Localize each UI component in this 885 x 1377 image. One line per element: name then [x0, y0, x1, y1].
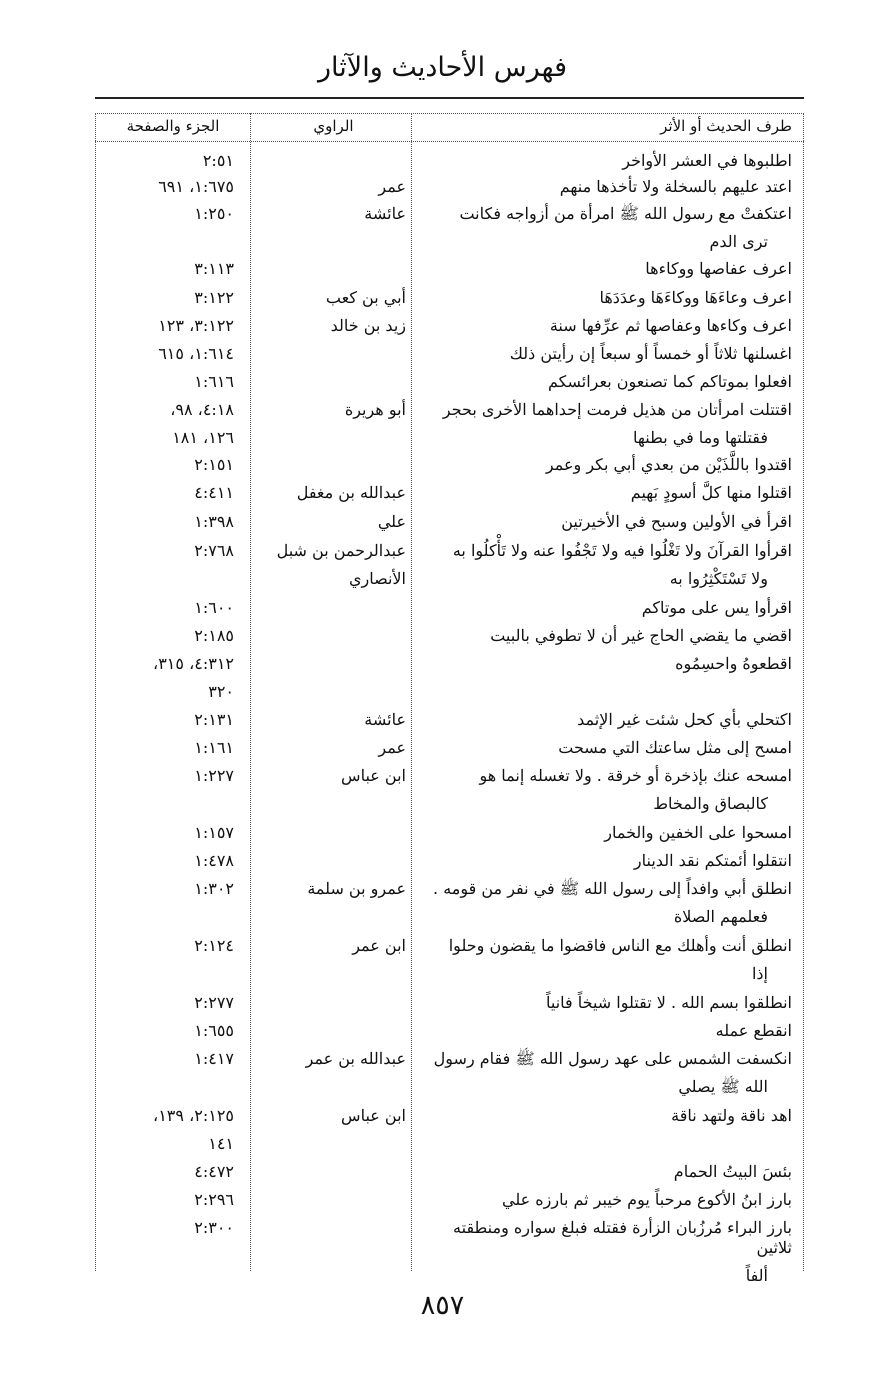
narrator [261, 879, 406, 899]
hadith-line: اقرأوا يس على موتاكم [641, 598, 792, 617]
ref-line: ١:٦٧٥، ٦٩١ [158, 177, 234, 196]
hadith-text [418, 483, 792, 503]
narrator [261, 316, 406, 336]
narrator-line: أبي بن كعب [325, 288, 406, 307]
volume-page-ref [102, 851, 234, 871]
ref-line: ٤:١٨، ٩٨، [170, 400, 234, 419]
narrator-line: الأنصاري [348, 569, 406, 588]
hadith-continuation: فقتلتها وما في بطنها [632, 428, 768, 447]
hadith-line: افعلوا بموتاكم كما تصنعون بعرائسكم [547, 372, 792, 391]
volume-page-ref [102, 1162, 234, 1182]
hadith-line: اعرف عفاصها ووكاءها [645, 259, 792, 278]
narrator-line: علي [377, 512, 406, 531]
column-divider-ref [250, 113, 251, 1271]
volume-page-ref [102, 177, 234, 197]
hadith-text [418, 372, 792, 392]
hadith-continuation: الله ﷺ يصلي [678, 1077, 768, 1096]
narrator-line: عبدالرحمن بن شبل [276, 541, 406, 560]
volume-page-ref [102, 710, 234, 730]
hadith-line: اقتدوا باللَّذَيْن من بعدي أبي بكر وعمر [545, 455, 792, 474]
ref-line: ١:٦٠٠ [194, 598, 234, 617]
hadith-text [418, 259, 792, 279]
ref-line: ٢:٧٦٨ [194, 541, 234, 560]
hadith-line: انكسفت الشمس على عهد رسول الله ﷺ فقام رسول [433, 1049, 792, 1068]
table-border-left [95, 113, 96, 1271]
ref-line: ١:١٦١ [194, 738, 234, 757]
volume-page-ref [102, 400, 234, 448]
ref-line: ١:٣٩٨ [194, 512, 234, 531]
volume-page-ref [102, 766, 234, 786]
volume-page-ref [102, 512, 234, 532]
hadith-continuation: ترى الدم [709, 232, 768, 251]
hadith-line: امسحه عنك بإذخرة أو خرقة . ولا تغسله إنما هو [479, 766, 792, 785]
ref-line: ٤:٤٧٢ [194, 1162, 234, 1181]
volume-page-ref [102, 738, 234, 758]
volume-page-ref [102, 1218, 234, 1238]
volume-page-ref [102, 483, 234, 503]
hadith-line: اقرأ في الأولين وسبح في الأخيرتين [561, 512, 792, 531]
ref-line: ١٢٦، ١٨١ [172, 428, 234, 447]
column-header-narrator: الراوي [313, 117, 354, 135]
hadith-line: بئسَ البيتُ الحمام [673, 1162, 792, 1181]
hadith-text [418, 288, 792, 308]
table-top-line [95, 113, 804, 114]
narrator-line: ابن عباس [341, 1106, 406, 1125]
hadith-line: انطلق أنت وأهلك مع الناس فاقضوا ما يقضون وحلوا [448, 936, 792, 955]
volume-page-ref [102, 993, 234, 1013]
ref-line: ٢:٥١ [202, 151, 234, 170]
volume-page-ref [102, 598, 234, 618]
hadith-text [418, 344, 792, 364]
page-number: ٨٥٧ [420, 1290, 465, 1321]
ref-line: ٢:١٢٤ [194, 936, 234, 955]
hadith-text [418, 1049, 792, 1097]
volume-page-ref [102, 344, 234, 364]
hadith-text [418, 151, 792, 171]
volume-page-ref [102, 316, 234, 336]
hadith-line: بارز البراء مُرزُبان الزأرة فقتله فبلغ سواره ومنطقته ثلاثين [453, 1218, 792, 1257]
hadith-line: اعرف وعاءَهَا ووكاءَهَا وعدَدَهَا [599, 288, 792, 307]
hadith-text [418, 316, 792, 336]
hadith-line: اطلبوها في العشر الأواخر [622, 151, 792, 170]
hadith-text [418, 400, 792, 448]
hadith-text [418, 851, 792, 871]
narrator-line: عمر [378, 738, 406, 757]
ref-line: ١:١٥٧ [194, 823, 234, 842]
hadith-text [418, 598, 792, 618]
table-header-line [95, 141, 804, 142]
narrator [261, 400, 406, 420]
volume-page-ref [102, 1190, 234, 1210]
ref-line: ١:٦١٦ [194, 372, 234, 391]
volume-page-ref [102, 372, 234, 392]
ref-line: ٤:٣١٢، ٣١٥، [153, 654, 234, 673]
hadith-text [418, 766, 792, 814]
hadith-line: انطلق أبي وافداً إلى رسول الله ﷺ في نفر من قومه . [433, 879, 792, 898]
narrator [261, 1049, 406, 1069]
hadith-text [418, 823, 792, 843]
hadith-line: اقتتلت امرأتان من هذيل فرمت إحداهما الأخرى بحجر [442, 400, 792, 419]
hadith-text [418, 1021, 792, 1041]
narrator-line: أبو هريرة [344, 400, 406, 419]
hadith-line: اقرأوا القرآنَ ولا تَغْلُوا فيه ولا تَجْفُوا عنه ولا تَأْكلُوا به [452, 541, 792, 560]
hadith-text [418, 512, 792, 532]
ref-line: ٣:١١٣ [194, 259, 234, 278]
hadith-text [418, 1106, 792, 1126]
volume-page-ref [102, 541, 234, 561]
column-header-volume-page: الجزء والصفحة [126, 117, 220, 135]
index-table [95, 113, 804, 1285]
column-header-hadith: طرف الحديث أو الأثر [660, 117, 792, 135]
ref-line: ٣:١٢٢ [194, 288, 234, 307]
volume-page-ref [102, 654, 234, 702]
hadith-continuation: فعلمهم الصلاة [673, 907, 768, 926]
ref-line: ٣٢٠ [208, 682, 234, 701]
ref-line: ٣:١٢٢، ١٢٣ [158, 316, 234, 335]
hadith-line: اعرف وكاءها وعفاصها ثم عرِّفها سنة [549, 316, 792, 335]
ref-line: ٢:١٨٥ [194, 626, 234, 645]
narrator [261, 1106, 406, 1126]
hadith-continuation: إذا [751, 964, 768, 983]
volume-page-ref [102, 1021, 234, 1041]
narrator [261, 738, 406, 758]
narrator [261, 483, 406, 503]
hadith-continuation: كالبصاق والمخاط [653, 794, 768, 813]
ref-line: ١:٢٢٧ [194, 766, 234, 785]
hadith-text [418, 204, 792, 252]
hadith-continuation: ولا تَسْتَكْثِرُوا به [669, 569, 768, 588]
narrator-line: عبدالله بن عمر [305, 1049, 406, 1068]
hadith-text [418, 626, 792, 646]
hadith-continuation: ألفاً [745, 1266, 768, 1285]
volume-page-ref [102, 626, 234, 646]
narrator [261, 936, 406, 956]
narrator-line: عبدالله بن مغفل [296, 483, 406, 502]
header-rule [95, 97, 804, 99]
narrator [261, 204, 406, 224]
narrator-line: عائشة [364, 710, 406, 729]
page-title: فهرس الأحاديث والآثار [318, 52, 567, 83]
narrator-line: عائشة [364, 204, 406, 223]
hadith-line: اقضي ما يقضي الحاج غير أن لا تطوفي بالبيت [490, 626, 792, 645]
narrator-line: زيد بن خالد [330, 316, 406, 335]
ref-line: ٢:٣٠٠ [194, 1218, 234, 1237]
hadith-text [418, 1218, 792, 1286]
ref-line: ١:٦٥٥ [194, 1021, 234, 1040]
hadith-text [418, 177, 792, 197]
narrator [261, 512, 406, 532]
hadith-text [418, 993, 792, 1013]
ref-line: ٤:٤١١ [194, 483, 234, 502]
hadith-text [418, 710, 792, 730]
ref-line: ٢:١٥١ [194, 455, 234, 474]
narrator-line: عمر [378, 177, 406, 196]
volume-page-ref [102, 1106, 234, 1154]
hadith-line: اعتكفتْ مع رسول الله ﷺ امرأة من أزواجه فكانت [459, 204, 792, 223]
volume-page-ref [102, 1049, 234, 1069]
hadith-line: اهد ناقة ولتهد ناقة [671, 1106, 792, 1125]
narrator-line: عمرو بن سلمة [307, 879, 406, 898]
narrator-line: ابن عمر [352, 936, 406, 955]
volume-page-ref [102, 936, 234, 956]
volume-page-ref [102, 151, 234, 171]
hadith-line: انتقلوا أئمتكم نقد الدينار [633, 851, 792, 870]
table-border-right [803, 113, 804, 1271]
ref-line: ١:٤٧٨ [194, 851, 234, 870]
ref-line: ١:٢٥٠ [194, 204, 234, 223]
hadith-line: اغسلنها ثلاثاً أو خمساً أو سبعاً إن رأيتن ذلك [509, 344, 792, 363]
hadith-text [418, 654, 792, 674]
ref-line: ١:٤١٧ [194, 1049, 234, 1068]
hadith-text [418, 541, 792, 589]
volume-page-ref [102, 455, 234, 475]
volume-page-ref [102, 823, 234, 843]
hadith-text [418, 879, 792, 927]
column-divider-narrator [411, 113, 412, 1271]
ref-line: ١:٣٠٢ [194, 879, 234, 898]
narrator [261, 288, 406, 308]
ref-line: ١٤١ [208, 1134, 234, 1153]
volume-page-ref [102, 204, 234, 224]
hadith-line: انقطع عمله [715, 1021, 792, 1040]
narrator [261, 177, 406, 197]
hadith-line: امسح إلى مثل ساعتك التي مسحت [558, 738, 792, 757]
ref-line: ١:٦١٤، ٦١٥ [158, 344, 234, 363]
hadith-line: اقطعوهُ واحسِمُوه [675, 654, 792, 673]
hadith-line: اعتد عليهم بالسخلة ولا تأخذها منهم [559, 177, 792, 196]
hadith-text [418, 738, 792, 758]
hadith-line: اقتلوا منها كلَّ أسودٍ بَهيم [630, 483, 792, 502]
hadith-line: اكتحلي بأي كحل شئت غير الإثمد [577, 710, 792, 729]
ref-line: ٢:١٢٥، ١٣٩، [153, 1106, 234, 1125]
narrator [261, 710, 406, 730]
hadith-line: امسحوا على الخفين والخمار [604, 823, 792, 842]
hadith-text [418, 1190, 792, 1210]
hadith-line: بارز ابنُ الأكوع مرحباً يوم خيبر ثم بارزه علي [502, 1190, 792, 1209]
volume-page-ref [102, 879, 234, 899]
ref-line: ٢:٢٩٦ [194, 1190, 234, 1209]
narrator [261, 541, 406, 589]
hadith-text [418, 455, 792, 475]
hadith-text [418, 936, 792, 984]
ref-line: ٢:٢٧٧ [194, 993, 234, 1012]
narrator [261, 766, 406, 786]
narrator-line: ابن عباس [341, 766, 406, 785]
volume-page-ref [102, 259, 234, 279]
ref-line: ٢:١٣١ [194, 710, 234, 729]
hadith-line: انطلقوا بسم الله . لا تقتلوا شيخاً فانياً [545, 993, 792, 1012]
volume-page-ref [102, 288, 234, 308]
hadith-text [418, 1162, 792, 1182]
